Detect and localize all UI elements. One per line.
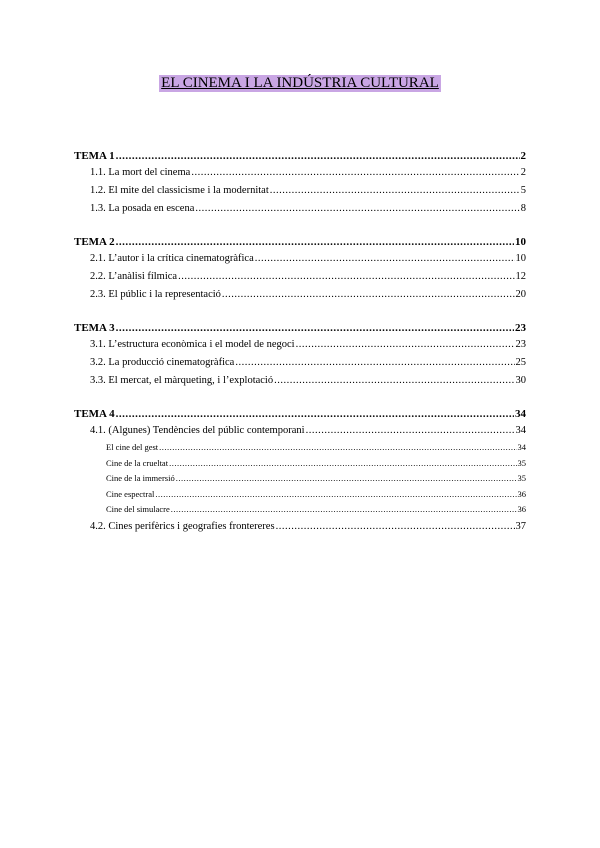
dot-leader	[306, 422, 515, 440]
dot-leader	[270, 182, 520, 200]
toc-entry-label: El cine del gest	[106, 442, 159, 452]
dot-leader	[235, 354, 514, 372]
dot-leader	[116, 148, 520, 164]
toc-entry-cine-crueltat[interactable]	[74, 456, 526, 472]
toc-entry-label: 4.2. Cines perifèrics i geografies frontereres	[90, 520, 275, 532]
toc-entry-page: 10	[515, 236, 526, 248]
toc-entry-page: 35	[517, 457, 526, 468]
dot-leader	[169, 456, 516, 472]
toc-entry-page: 30	[515, 375, 526, 386]
toc-entry-page: 34	[517, 442, 526, 452]
toc-entry-cine-simulacre[interactable]	[74, 502, 526, 518]
toc-entry-label: Cine de la immersió	[106, 473, 175, 483]
toc-entry-2-1[interactable]	[74, 250, 526, 268]
toc-entry-page: 25	[515, 357, 526, 368]
toc-entry-1-3[interactable]	[74, 200, 526, 218]
toc-entry-page: 34	[515, 408, 526, 420]
toc-entry-4-2[interactable]	[74, 518, 526, 536]
toc-entry-1-2[interactable]	[74, 182, 526, 200]
dot-leader	[195, 200, 519, 218]
toc-entry-page: 20	[515, 289, 526, 300]
toc-entry-label: TEMA 3	[74, 322, 115, 334]
dot-leader	[255, 250, 515, 268]
dot-leader	[274, 372, 514, 390]
toc-entry-page: 23	[515, 322, 526, 334]
dot-leader	[159, 440, 516, 456]
dot-leader	[178, 268, 514, 286]
toc-entry-label: 1.1. La mort del cinema	[90, 167, 191, 178]
toc-entry-cine-espectral[interactable]	[74, 487, 526, 503]
toc-entry-cine-del-gest[interactable]	[74, 440, 526, 456]
toc-entry-tema-1[interactable]	[74, 148, 526, 164]
dot-leader	[276, 518, 515, 536]
toc-entry-2-3[interactable]	[74, 286, 526, 304]
toc-entry-tema-2[interactable]	[74, 234, 526, 250]
dot-leader	[116, 234, 514, 250]
toc-entry-cine-immersio[interactable]	[74, 471, 526, 487]
toc-entry-label: 3.3. El mercat, el màrqueting, i l’explotació	[90, 375, 274, 386]
toc-entry-1-1[interactable]	[74, 164, 526, 182]
toc-entry-page: 37	[515, 520, 526, 532]
dot-leader	[171, 502, 517, 518]
toc-entry-page: 5	[520, 185, 526, 196]
dot-leader	[176, 471, 517, 487]
toc-entry-4-1[interactable]	[74, 422, 526, 440]
toc-entry-page: 10	[515, 253, 526, 264]
dot-leader	[296, 336, 515, 354]
toc-entry-3-1[interactable]	[74, 336, 526, 354]
toc-entry-label: Cine del simulacre	[106, 504, 170, 514]
toc-entry-page: 36	[517, 488, 526, 499]
toc-entry-label: Cine espectral	[106, 488, 155, 499]
toc-entry-label: 1.2. El mite del classicisme i la modernitat	[90, 185, 269, 196]
table-of-contents	[74, 148, 526, 536]
toc-entry-label: 3.1. L’estructura econòmica i el model de negoci	[90, 339, 295, 350]
document-title: EL CINEMA I LA INDÚSTRIA CULTURAL	[161, 75, 439, 91]
toc-entry-label: 3.2. La producció cinematogràfica	[90, 357, 235, 368]
toc-entry-page: 8	[520, 203, 526, 214]
toc-entry-label: TEMA 4	[74, 408, 115, 420]
toc-entry-3-2[interactable]	[74, 354, 526, 372]
toc-entry-3-3[interactable]	[74, 372, 526, 390]
toc-entry-label: TEMA 1	[74, 150, 115, 162]
title-container	[0, 74, 600, 92]
toc-entry-page: 23	[515, 339, 526, 350]
section-gap	[74, 390, 526, 406]
dot-leader	[155, 487, 516, 503]
toc-entry-tema-3[interactable]	[74, 320, 526, 336]
toc-entry-page: 34	[515, 425, 526, 436]
dot-leader	[116, 406, 514, 422]
toc-entry-label: Cine de la crueltat	[106, 457, 169, 468]
toc-entry-2-2[interactable]	[74, 268, 526, 286]
dot-leader	[116, 320, 514, 336]
dot-leader	[191, 164, 519, 182]
section-gap	[74, 304, 526, 320]
toc-entry-label: 2.3. El públic i la representació	[90, 289, 221, 300]
toc-entry-label: 1.3. La posada en escena	[90, 203, 195, 214]
toc-entry-label: TEMA 2	[74, 236, 115, 248]
toc-entry-label: 2.2. L’anàlisi fílmica	[90, 271, 178, 282]
toc-entry-label: 2.1. L’autor i la crítica cinematogràfica	[90, 253, 254, 264]
toc-entry-page: 2	[520, 150, 526, 162]
toc-entry-tema-4[interactable]	[74, 406, 526, 422]
section-gap	[74, 218, 526, 234]
toc-entry-page: 35	[517, 473, 526, 483]
dot-leader	[222, 286, 515, 304]
toc-entry-page: 12	[515, 271, 526, 282]
toc-entry-page: 36	[517, 504, 526, 514]
toc-entry-page: 2	[520, 167, 526, 178]
toc-entry-label: 4.1. (Algunes) Tendències del públic contemporani	[90, 425, 305, 436]
